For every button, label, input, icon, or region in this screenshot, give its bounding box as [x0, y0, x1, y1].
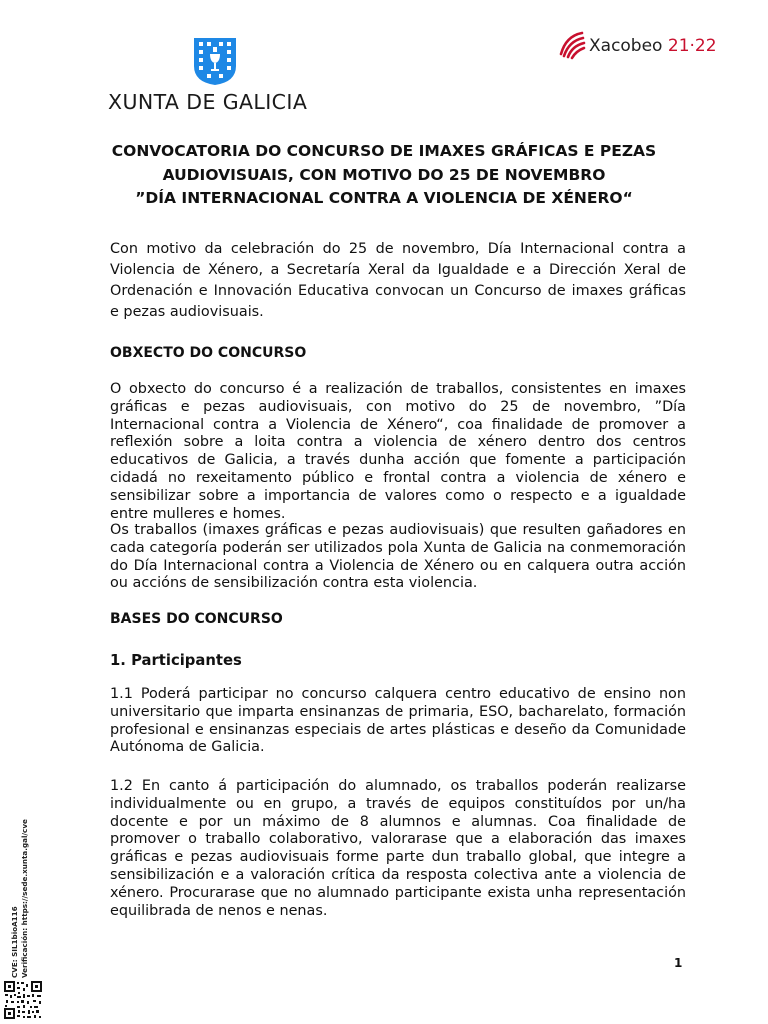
xacobeo-logo: [558, 30, 717, 64]
subheading-participantes: 1. Participantes: [110, 652, 242, 669]
obxecto-paragraph-1: O obxecto do concurso é a realización de traballos, consistentes en imaxes gráficas e pezas audiovisuais, con motivo do 25 de novembro, ”Día Internacional contra a Violencia de Xénero“, coa finalidade de promover a reflexión sobre a loita contra a violencia de xénero dentro dos centros educativos de Galicia, a través dunha acción que fomente a participación cidadá no rexeitamento público e frontal contra a violencia de xénero e sensibilizar sobre a importancia de valores como o respecto e a igualdade entre mulleres e homes.: [110, 381, 686, 522]
paragraph-1-2: 1.2 En canto á participación do alumnado, os traballos poderán realizarse individualmente ou en grupo, a través de equipos constituídos por un/ha docente e por un máximo de 8 alumnos e alumnas. Coa finalidade de promover o traballo colaborativo, valorarase que a elaboración das imaxes gráficas e pezas audiovisuais forme parte dun traballo global, que integre a sensibilización e a valoración crítica da resposta colectiva ante a violencia de xénero. Procurarase que no alumnado participante exista unha representación equilibrada de nenos e nenas.: [110, 778, 686, 919]
xunta-de-galicia-logo: [108, 30, 323, 112]
galicia-coat-of-arms-icon: [192, 36, 238, 86]
intro-paragraph: Con motivo da celebración do 25 de novembro, Día Internacional contra a Violencia de Xénero, a Secretaría Xeral da Igualdade e a Dirección Xeral de Ordenación e Innovación Educativa convocan un Concurso de imaxes gráficas e pezas audiovisuais.: [110, 241, 686, 320]
xacobeo-wordmark: [589, 36, 717, 56]
document-title: [108, 140, 660, 211]
obxecto-paragraph-2: Os traballos (imaxes gráficas e pezas audiovisuais) que resulten gañadores en cada categoría poderán ser utilizados pola Xunta de Galicia na conmemoración do Día Internacional contra a Violencia de Xénero ou en calquera outra acción ou accións de sensibilización contra esta violencia.: [110, 522, 686, 592]
xacobeo-years: 21·22: [667, 36, 717, 56]
title-line-2: AUDIOVISUAIS, CON MOTIVO DO 25 DE NOVEMBRO: [162, 165, 606, 184]
section-heading-bases: BASES DO CONCURSO: [110, 611, 283, 627]
paragraph-1-1: 1.1 Poderá participar no concurso calquera centro educativo de ensino non universitario que imparta ensinanzas de primaria, ESO, bacharelato, formación profesional e ensinanzas especiais de artes plásticas e deseño da Comunidade Autónoma de Galicia.: [110, 686, 686, 756]
xacobeo-shell-icon: [558, 30, 586, 60]
section-heading-obxecto: OBXECTO DO CONCURSO: [110, 345, 307, 361]
qr-code[interactable]: [3, 980, 43, 1020]
title-line-1: CONVOCATORIA DO CONCURSO DE IMAXES GRÁFICAS E PEZAS: [111, 142, 657, 160]
cve-verification: Verificación: https://sede.xunta.gal/cve: [20, 819, 29, 978]
xacobeo-name: Xacobeo: [589, 36, 663, 56]
title-line-3: ”DÍA INTERNACIONAL CONTRA A VIOLENCIA DE XÉNERO“: [135, 189, 633, 207]
page-number: 1: [674, 956, 683, 970]
cve-code: CVE: SIL1bioA116: [10, 906, 19, 978]
cve-margin-block: [2, 819, 38, 978]
xunta-logo-text: XUNTA DE GALICIA: [108, 90, 308, 114]
